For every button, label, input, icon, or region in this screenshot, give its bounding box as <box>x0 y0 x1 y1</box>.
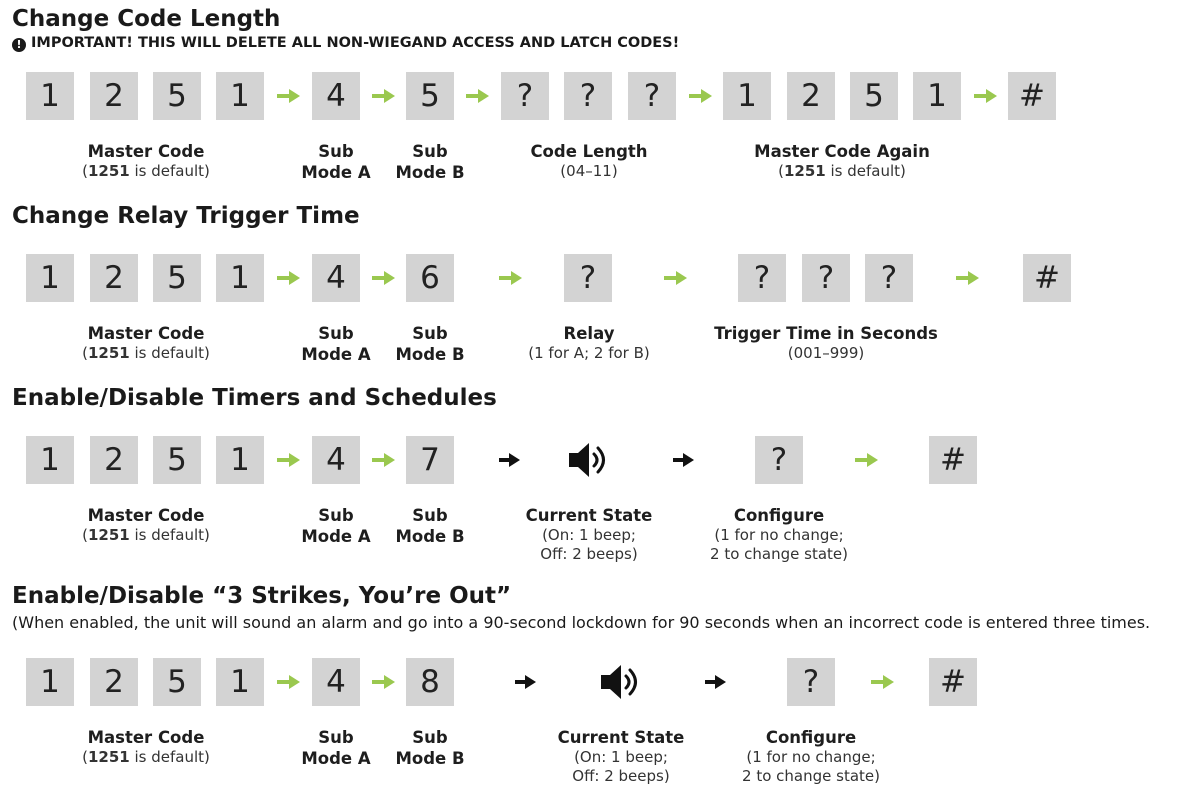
arrow-right-icon <box>689 89 713 103</box>
label-title: Trigger Time in Seconds <box>714 324 938 343</box>
label-title: Configure <box>733 506 825 525</box>
key: # <box>1023 254 1071 302</box>
section-note: (When enabled, the unit will sound an alarm and go into a 90-second lockdown for 90 seconds when an incorrect code is entered three times. <box>12 613 1151 632</box>
label-note: (1251 is default) <box>82 344 210 362</box>
key: 2 <box>90 436 138 484</box>
key: 5 <box>153 658 201 706</box>
key: 1 <box>216 254 264 302</box>
speaker-icon <box>565 436 613 484</box>
key: ? <box>564 72 612 120</box>
arrow-right-icon <box>974 89 998 103</box>
label-title: Current State <box>525 506 653 525</box>
label-relay <box>499 323 679 363</box>
section-title-3-strikes: Enable/Disable “3 Strikes, You’re Out” <box>12 583 512 609</box>
label-note: (1251 is default) <box>778 162 906 180</box>
key: 2 <box>90 658 138 706</box>
label-title: Sub <box>318 506 354 525</box>
label-master-code <box>56 505 236 545</box>
key: ? <box>755 436 803 484</box>
label-title: Sub <box>412 142 448 161</box>
label-title: Relay <box>563 324 615 343</box>
key: 8 <box>406 658 454 706</box>
label-sub-mode-a <box>286 505 386 547</box>
arrow-right-icon <box>372 675 396 689</box>
label-sub-mode-b <box>380 727 480 769</box>
key: 5 <box>850 72 898 120</box>
key: 1 <box>216 658 264 706</box>
label-title: Mode B <box>395 749 465 768</box>
label-title: Mode B <box>395 345 465 364</box>
arrow-right-icon <box>514 675 538 689</box>
arrow-right-icon <box>871 675 895 689</box>
arrow-right-icon <box>499 271 523 285</box>
key: # <box>1008 72 1056 120</box>
label-note: 2 to change state) <box>742 767 880 785</box>
label-master-code-again <box>732 141 952 181</box>
section-title-change-code-length: Change Code Length <box>12 6 281 32</box>
label-title: Sub <box>412 728 448 747</box>
arrow-right-icon <box>372 453 396 467</box>
key: ? <box>628 72 676 120</box>
key: 4 <box>312 436 360 484</box>
label-title: Mode A <box>301 163 371 182</box>
label-title: Code Length <box>530 142 648 161</box>
key: 2 <box>90 72 138 120</box>
key: ? <box>787 658 835 706</box>
label-note: (1251 is default) <box>82 526 210 544</box>
arrow-right-icon <box>956 271 980 285</box>
label-master-code <box>56 727 236 767</box>
label-title: Master Code <box>87 324 205 343</box>
exclamation-circle-icon: ! <box>12 38 26 52</box>
label-note: Off: 2 beeps) <box>572 767 670 785</box>
key: 1 <box>913 72 961 120</box>
key: 1 <box>26 436 74 484</box>
arrow-right-icon <box>704 675 728 689</box>
label-note: (1 for A; 2 for B) <box>528 344 650 362</box>
label-title: Sub <box>318 728 354 747</box>
label-title: Sub <box>318 324 354 343</box>
label-current-state <box>499 505 679 564</box>
key: 1 <box>26 658 74 706</box>
label-master-code <box>56 141 236 181</box>
label-sub-mode-b <box>380 323 480 365</box>
arrow-right-icon <box>277 675 301 689</box>
key: 1 <box>26 254 74 302</box>
key: ? <box>564 254 612 302</box>
label-title: Master Code <box>87 728 205 747</box>
key: ? <box>802 254 850 302</box>
key: 1 <box>216 436 264 484</box>
key: ? <box>501 72 549 120</box>
key: 1 <box>216 72 264 120</box>
key: 5 <box>153 436 201 484</box>
label-note: (On: 1 beep; <box>542 526 636 544</box>
key: 4 <box>312 72 360 120</box>
label-note: (On: 1 beep; <box>574 748 668 766</box>
key: 4 <box>312 254 360 302</box>
warning-text: IMPORTANT! THIS WILL DELETE ALL NON-WIEGAND ACCESS AND LATCH CODES! <box>31 35 680 51</box>
label-configure <box>679 505 879 564</box>
label-title: Master Code Again <box>754 142 930 161</box>
label-current-state <box>531 727 711 786</box>
label-sub-mode-a <box>286 323 386 365</box>
key: 2 <box>90 254 138 302</box>
arrow-right-icon <box>372 89 396 103</box>
arrow-right-icon <box>277 89 301 103</box>
label-sub-mode-b <box>380 141 480 183</box>
arrow-right-icon <box>855 453 879 467</box>
label-title: Master Code <box>87 142 205 161</box>
key: 1 <box>26 72 74 120</box>
arrow-right-icon <box>466 89 490 103</box>
label-title: Sub <box>412 506 448 525</box>
label-title: Mode A <box>301 749 371 768</box>
warning-line <box>12 33 679 53</box>
label-note: (1 for no change; <box>746 748 876 766</box>
label-title: Mode A <box>301 345 371 364</box>
key: 5 <box>153 254 201 302</box>
key: 7 <box>406 436 454 484</box>
label-note: 2 to change state) <box>710 545 848 563</box>
key: # <box>929 436 977 484</box>
key: 5 <box>153 72 201 120</box>
label-master-code <box>56 323 236 363</box>
label-sub-mode-a <box>286 141 386 183</box>
key: ? <box>738 254 786 302</box>
label-note: Off: 2 beeps) <box>540 545 638 563</box>
section-title-timers-schedules: Enable/Disable Timers and Schedules <box>12 385 497 411</box>
label-title: Mode B <box>395 163 465 182</box>
label-title: Master Code <box>87 506 205 525</box>
key: 4 <box>312 658 360 706</box>
arrow-right-icon <box>277 453 301 467</box>
key: 5 <box>406 72 454 120</box>
key: # <box>929 658 977 706</box>
speaker-icon <box>597 658 645 706</box>
label-title: Configure <box>765 728 857 747</box>
key: ? <box>865 254 913 302</box>
label-note: (001–999) <box>787 344 865 362</box>
arrow-right-icon <box>277 271 301 285</box>
arrow-right-icon <box>372 271 396 285</box>
label-configure <box>711 727 911 786</box>
label-title: Mode A <box>301 527 371 546</box>
label-title: Mode B <box>395 527 465 546</box>
label-title: Sub <box>412 324 448 343</box>
label-note: (1251 is default) <box>82 162 210 180</box>
arrow-right-icon <box>672 453 696 467</box>
section-title-change-relay-trigger-time: Change Relay Trigger Time <box>12 203 360 229</box>
key: 2 <box>787 72 835 120</box>
label-title: Current State <box>557 728 685 747</box>
label-note: (1251 is default) <box>82 748 210 766</box>
label-trigger-time <box>696 323 956 363</box>
label-title: Sub <box>318 142 354 161</box>
label-note: (04–11) <box>560 162 618 180</box>
label-sub-mode-b <box>380 505 480 547</box>
arrow-right-icon <box>664 271 688 285</box>
key: 1 <box>723 72 771 120</box>
label-note: (1 for no change; <box>714 526 844 544</box>
arrow-right-icon <box>498 453 522 467</box>
label-code-length <box>499 141 679 181</box>
label-sub-mode-a <box>286 727 386 769</box>
key: 6 <box>406 254 454 302</box>
